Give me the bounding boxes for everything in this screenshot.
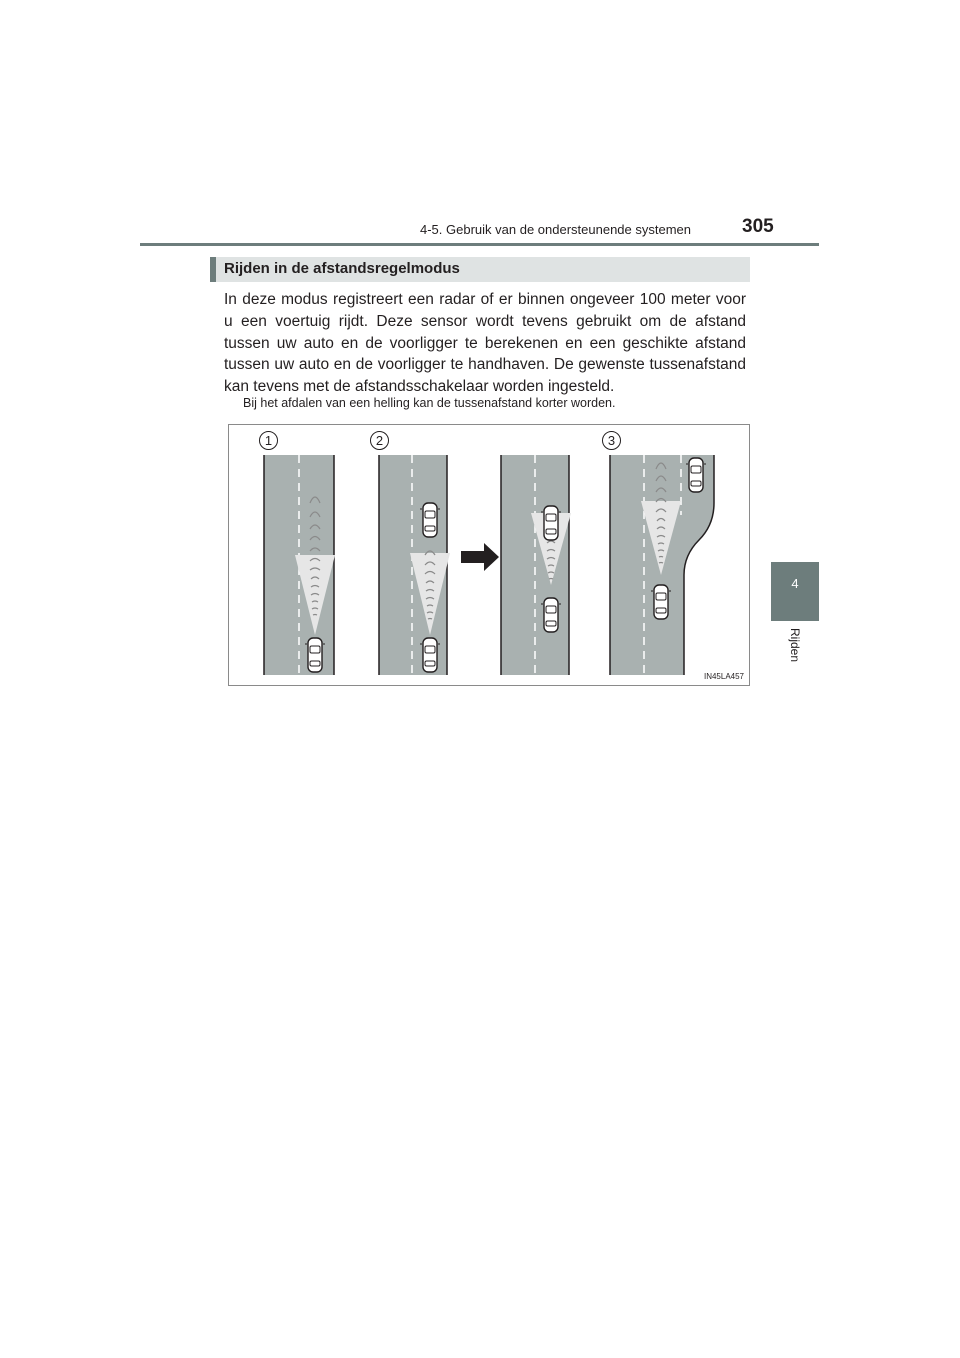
panel-1 [264,455,335,675]
panel-2-result [501,455,571,675]
header-rule [140,243,819,246]
step-label-3: 3 [602,431,621,450]
car-icon [651,585,671,619]
step-label-1: 1 [259,431,278,450]
car-icon [305,638,325,672]
lead-car-icon [541,506,561,540]
figure-illustration [229,425,751,687]
step-label-2: 2 [370,431,389,450]
chapter-label [778,628,814,672]
chapter-tab[interactable]: 4 [771,562,819,621]
page-number: 305 [742,216,774,237]
section-heading-text: Rijden in de afstandsregelmodus [224,260,460,277]
panel-3 [610,455,714,675]
chapter-label-text: Rijden [788,628,802,663]
panel-2 [379,455,450,675]
lead-car-icon [420,503,440,537]
note-text: Bij het afdalen van een helling kan de tussenafstand korter worden. [243,396,616,410]
figure-code: IN45LA457 [703,672,744,681]
arrow-right-icon [461,543,499,571]
car-icon [420,638,440,672]
header-section-title: 4-5. Gebruik van de ondersteunende systemen [420,222,692,237]
car-icon [541,598,561,632]
radar-distance-figure [228,424,750,686]
section-heading [210,257,750,282]
body-paragraph: In deze modus registreert een radar of er binnen ongeveer 100 meter voor u een voertuig rijdt. Deze sensor wordt tevens gebruikt om de afstand tussen uw auto en de voorligger te berekenen en een geschikte afstand tussen uw auto en de voorligger te handhaven. De gewenste tussenafstand kan tevens met de afstandsschakelaar worden ingesteld. [224,291,746,396]
merging-car-icon [686,458,706,492]
